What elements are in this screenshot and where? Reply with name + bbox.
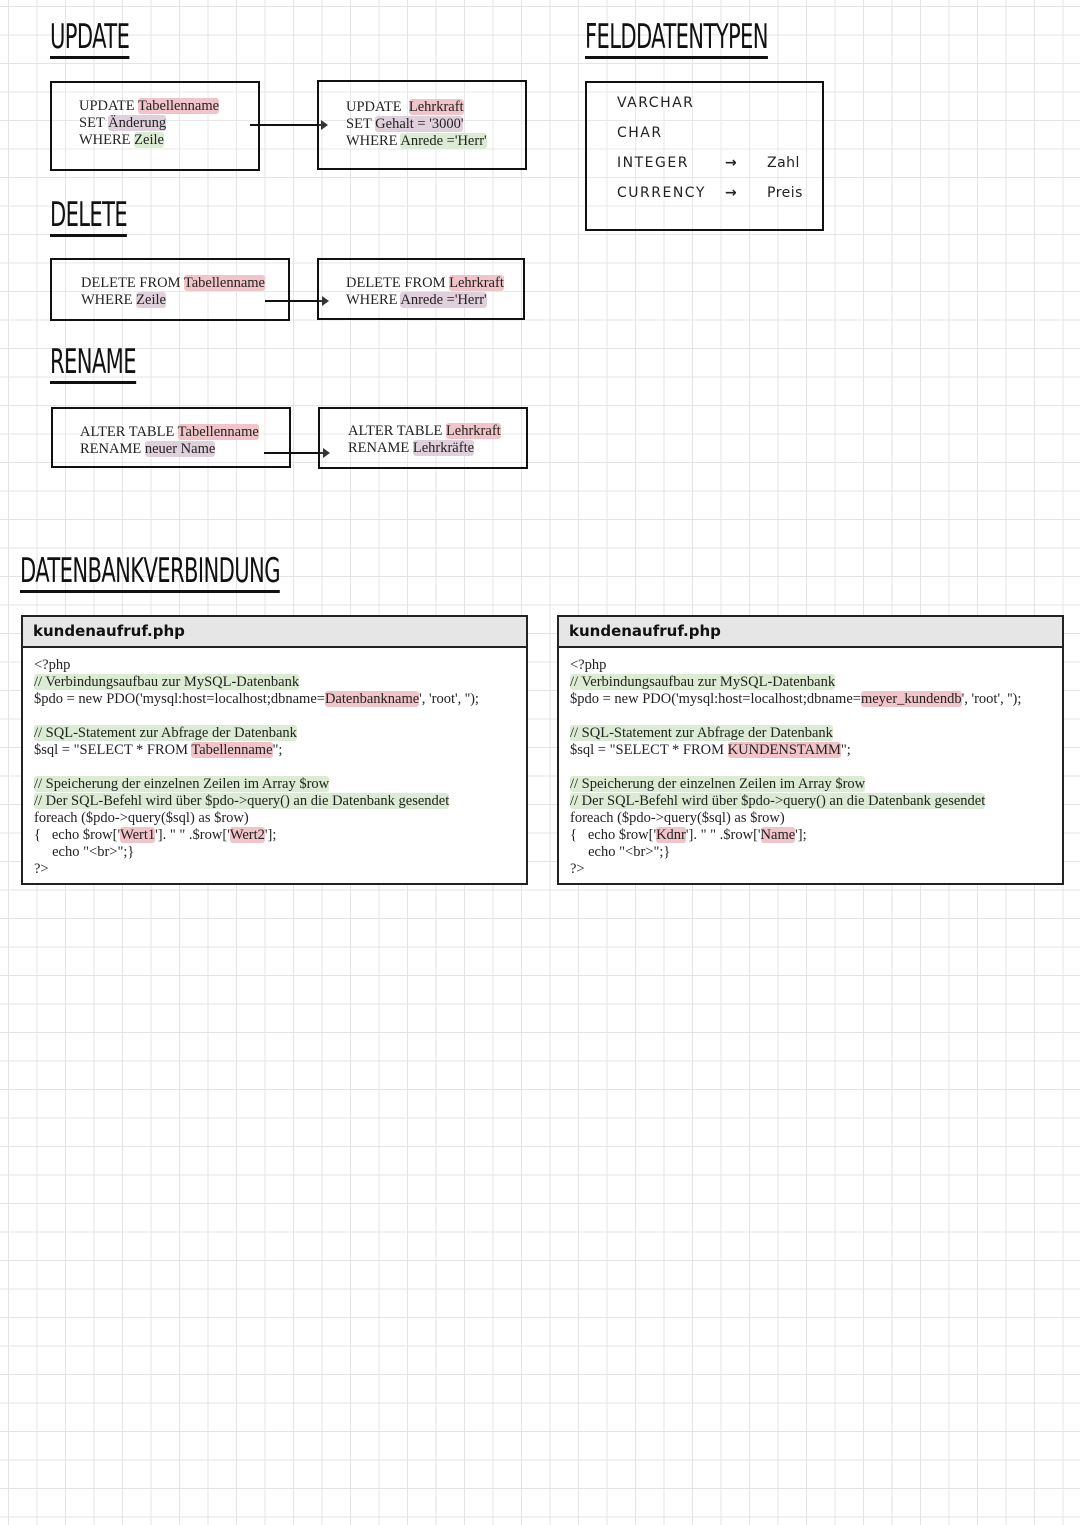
code-text: $sql = "SELECT * FROM bbox=[34, 742, 192, 758]
highlighted-text: KUNDENSTAMM bbox=[727, 742, 841, 758]
code-line bbox=[34, 861, 526, 878]
delete-syntax-box bbox=[50, 258, 290, 321]
code-box-generic bbox=[21, 615, 528, 885]
highlighted-text: Tabellenname bbox=[137, 98, 220, 114]
code-text: ']. " " .$row[' bbox=[155, 827, 230, 843]
highlighted-text: Änderung bbox=[108, 115, 167, 131]
code-text: ']. " " .$row[' bbox=[685, 827, 761, 843]
update-example-box bbox=[317, 80, 527, 170]
field-type-name: CHAR bbox=[617, 125, 663, 141]
code-text: WHERE bbox=[81, 292, 137, 308]
code-text: ALTER TABLE bbox=[80, 424, 178, 440]
code-filename: kundenaufruf.php bbox=[559, 617, 1062, 648]
highlighted-text: // Speicherung der einzelnen Zeilen im Array $row bbox=[34, 776, 330, 792]
code-text: echo "<br>";} bbox=[570, 844, 671, 860]
code-line bbox=[34, 725, 526, 742]
code-line bbox=[570, 725, 1062, 742]
code-line bbox=[570, 742, 1062, 759]
heading-update: UPDATE bbox=[50, 17, 130, 57]
highlighted-text: // Der SQL-Befehl wird über $pdo->query() an die Datenbank gesendet bbox=[570, 793, 986, 809]
code-line bbox=[346, 292, 504, 309]
code-text: <?php bbox=[34, 657, 71, 673]
highlighted-text: Zeile bbox=[134, 132, 164, 148]
code-text: $sql = "SELECT * FROM bbox=[570, 742, 728, 758]
code-text: RENAME bbox=[348, 440, 413, 456]
highlighted-text: Tabellenname bbox=[191, 742, 273, 758]
code-line bbox=[346, 99, 487, 116]
code-text: WHERE bbox=[346, 292, 401, 308]
highlighted-text: // Speicherung der einzelnen Zeilen im Array $row bbox=[570, 776, 866, 792]
code-text: "; bbox=[840, 742, 851, 758]
highlighted-text: Tabellenname bbox=[177, 424, 259, 440]
heading-delete: DELETE bbox=[50, 195, 128, 235]
delete-syntax-code bbox=[81, 275, 265, 309]
code-line bbox=[570, 776, 1062, 793]
code-filename: kundenaufruf.php bbox=[23, 617, 526, 648]
code-line bbox=[80, 424, 259, 441]
code-text: "; bbox=[272, 742, 283, 758]
code-text: SET bbox=[79, 115, 109, 131]
code-line bbox=[79, 115, 219, 132]
code-line bbox=[570, 674, 1062, 691]
arrow-icon: → bbox=[725, 155, 737, 171]
code-line bbox=[34, 759, 526, 776]
code-line bbox=[346, 116, 487, 133]
highlighted-text: Lehrkräfte bbox=[412, 440, 475, 456]
code-text: SET bbox=[346, 116, 376, 132]
highlighted-text: // SQL-Statement zur Abfrage der Datenbank bbox=[570, 725, 833, 741]
code-line bbox=[81, 292, 265, 309]
code-line bbox=[34, 742, 526, 759]
code-text: <?php bbox=[570, 657, 607, 673]
highlighted-text: Anrede ='Herr' bbox=[400, 292, 487, 308]
highlighted-text: Name bbox=[760, 827, 796, 843]
code-text: foreach ($pdo->query($sql) as $row) bbox=[570, 810, 785, 826]
field-type-name: CURRENCY bbox=[617, 185, 706, 201]
code-line bbox=[348, 423, 501, 440]
code-text: foreach ($pdo->query($sql) as $row) bbox=[34, 810, 249, 826]
code-text: RENAME bbox=[80, 441, 145, 457]
highlighted-text: // Verbindungsaufbau zur MySQL-Datenbank bbox=[570, 674, 836, 690]
field-type-name: VARCHAR bbox=[617, 95, 695, 111]
code-line bbox=[346, 133, 487, 150]
code-line bbox=[570, 708, 1062, 725]
highlighted-text: Lehrkraft bbox=[449, 275, 504, 291]
highlighted-text: Gehalt = '3000' bbox=[375, 116, 464, 132]
code-line bbox=[34, 844, 526, 861]
highlighted-text: Datenbankname bbox=[324, 691, 420, 707]
code-line bbox=[79, 98, 219, 115]
rename-example-code bbox=[348, 423, 501, 457]
code-line bbox=[34, 674, 526, 691]
update-syntax-code bbox=[79, 98, 219, 149]
highlighted-text: // SQL-Statement zur Abfrage der Datenbank bbox=[34, 725, 297, 741]
field-type-meaning: Preis bbox=[767, 185, 803, 201]
delete-example-box bbox=[317, 258, 525, 320]
highlighted-text: Wert1 bbox=[120, 827, 156, 843]
code-line bbox=[570, 793, 1062, 810]
rename-syntax-code bbox=[80, 424, 259, 458]
code-text: ']; bbox=[264, 827, 277, 843]
code-line bbox=[346, 275, 504, 292]
code-text: ?> bbox=[34, 861, 49, 877]
highlighted-text: Kdnr bbox=[656, 827, 686, 843]
highlighted-text: Lehrkraft bbox=[445, 423, 501, 439]
code-line bbox=[570, 759, 1062, 776]
highlighted-text: Wert2 bbox=[229, 827, 265, 843]
highlighted-text: meyer_kundendb bbox=[860, 691, 962, 707]
code-line bbox=[80, 441, 259, 458]
code-line bbox=[570, 861, 1062, 878]
code-line bbox=[79, 132, 219, 149]
rename-example-box bbox=[318, 407, 528, 469]
code-line bbox=[34, 827, 526, 844]
update-example-code bbox=[346, 99, 487, 150]
code-text: ALTER TABLE bbox=[348, 423, 446, 439]
code-line bbox=[570, 691, 1062, 708]
code-text: ?> bbox=[570, 861, 585, 877]
field-types-box bbox=[585, 81, 824, 231]
code-text: DELETE FROM bbox=[81, 275, 184, 291]
highlighted-text: // Der SQL-Befehl wird über $pdo->query() an die Datenbank gesendet bbox=[34, 793, 450, 809]
code-text: WHERE bbox=[79, 132, 135, 148]
code-line bbox=[34, 776, 526, 793]
code-line bbox=[81, 275, 265, 292]
code-text: DELETE FROM bbox=[346, 275, 450, 291]
code-line bbox=[34, 793, 526, 810]
highlighted-text: Lehrkraft bbox=[408, 99, 464, 115]
code-body bbox=[559, 648, 1062, 878]
code-text: ', 'root', ''); bbox=[419, 691, 479, 707]
code-line bbox=[34, 657, 526, 674]
highlighted-text: Tabellenname bbox=[183, 275, 265, 291]
code-line bbox=[34, 708, 526, 725]
arrow-icon: → bbox=[725, 185, 737, 201]
highlighted-text: Zeile bbox=[136, 292, 166, 308]
code-box-example bbox=[557, 615, 1064, 885]
code-line bbox=[570, 844, 1062, 861]
field-type-meaning: Zahl bbox=[767, 155, 800, 171]
field-type-name: INTEGER bbox=[617, 155, 689, 171]
heading-rename: RENAME bbox=[50, 342, 136, 382]
code-text: WHERE bbox=[346, 133, 401, 149]
code-text: ', 'root', ''); bbox=[961, 691, 1022, 707]
code-text: $pdo = new PDO('mysql:host=localhost;dbname= bbox=[34, 691, 325, 707]
highlighted-text: // Verbindungsaufbau zur MySQL-Datenbank bbox=[34, 674, 300, 690]
code-line bbox=[348, 440, 501, 457]
highlighted-text: neuer Name bbox=[144, 441, 216, 457]
code-line bbox=[570, 827, 1062, 844]
code-line bbox=[570, 810, 1062, 827]
heading-db-connection: DATENBANKVERBINDUNG bbox=[20, 551, 280, 591]
code-text: UPDATE bbox=[79, 98, 138, 114]
rename-syntax-box bbox=[51, 407, 291, 468]
code-text: $pdo = new PDO('mysql:host=localhost;dbname= bbox=[570, 691, 861, 707]
code-line bbox=[34, 691, 526, 708]
code-text: UPDATE bbox=[346, 99, 409, 115]
code-text: { echo $row[' bbox=[570, 827, 657, 843]
arrow-icon bbox=[250, 124, 326, 126]
code-text: { echo $row[' bbox=[34, 827, 121, 843]
code-line bbox=[34, 810, 526, 827]
code-text: ']; bbox=[795, 827, 807, 843]
code-body bbox=[23, 648, 526, 878]
code-line bbox=[570, 657, 1062, 674]
update-syntax-box bbox=[50, 81, 260, 171]
delete-example-code bbox=[346, 275, 504, 309]
heading-field-types: FELDDATENTYPEN bbox=[585, 17, 768, 57]
code-text: echo "<br>";} bbox=[34, 844, 135, 860]
highlighted-text: Anrede ='Herr' bbox=[400, 133, 487, 149]
